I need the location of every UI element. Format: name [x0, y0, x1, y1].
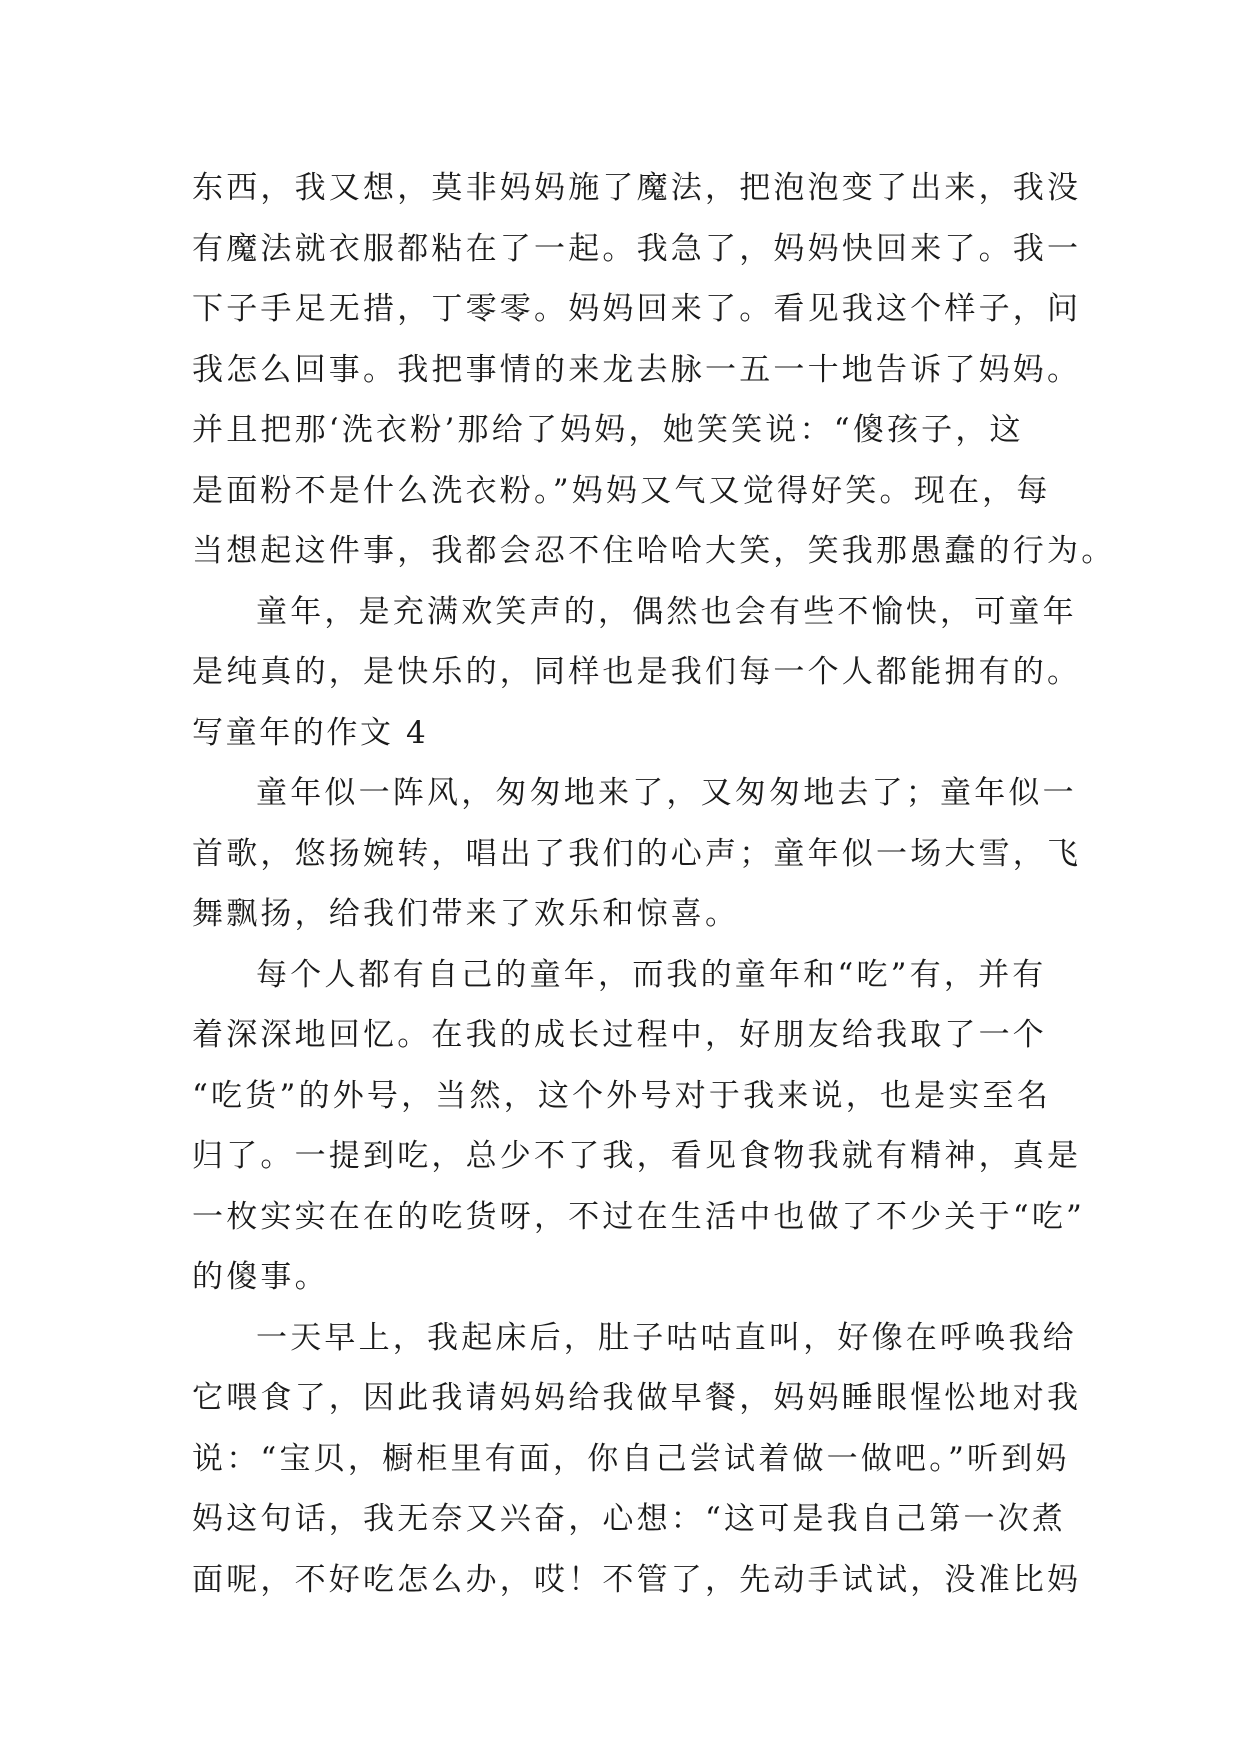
text-line: “吃货”的外号，当然，这个外号对于我来说，也是实至名 — [192, 1077, 1051, 1114]
paragraph-first-line: 童年，是充满欢笑声的，偶然也会有些不愉快，可童年 — [256, 593, 1077, 630]
text-line: 着深深地回忆。在我的成长过程中，好朋友给我取了一个 — [192, 1017, 1047, 1053]
text-line: 东西，我又想，莫非妈妈施了魔法，把泡泡变了出来，我没 — [192, 170, 1082, 206]
paragraph-first-line: 每个人都有自己的童年，而我的童年和“吃”有，并有 — [256, 956, 1047, 993]
text-line: 它喂食了，因此我请妈妈给我做早餐，妈妈睡眼惺忪地对我 — [192, 1380, 1082, 1416]
paragraph-first-line: 童年似一阵风，匆匆地来了，又匆匆地去了；童年似一 — [256, 775, 1077, 811]
text-line: 面呢，不好吃怎么办，哎！不管了，先动手试试，没准比妈 — [192, 1561, 1082, 1598]
text-line: 舞飘扬，给我们带来了欢乐和惊喜。 — [192, 896, 740, 932]
text-line: 当想起这件事，我都会忍不住哈哈大笑，笑我那愚蠢的行为。 — [192, 533, 1116, 569]
text-line: 归了。一提到吃，总少不了我，看见食物我就有精神，真是 — [192, 1138, 1082, 1174]
document-body — [192, 158, 1116, 1610]
text-line: 我怎么回事。我把事情的来龙去脉一五一十地告诉了妈妈。 — [192, 351, 1082, 388]
section-heading: 写童年的作文 4 — [192, 714, 429, 751]
text-line: 一枚实实在在的吃货呀，不过在生活中也做了不少关于“吃” — [192, 1198, 1086, 1235]
text-line: 并且把那‘洗衣粉’那给了妈妈，她笑笑说：“傻孩子，这 — [192, 412, 1024, 448]
text-line: 首歌，悠扬婉转，唱出了我们的心声；童年似一场大雪，飞 — [192, 835, 1082, 872]
text-line: 下子手足无措，丁零零。妈妈回来了。看见我这个样子，问 — [192, 291, 1082, 327]
paragraph-first-line: 一天早上，我起床后，肚子咕咕直叫，好像在呼唤我给 — [256, 1319, 1077, 1356]
text-line: 是纯真的，是快乐的，同样也是我们每一个人都能拥有的。 — [192, 654, 1082, 690]
text-line: 是面粉不是什么洗衣粉。”妈妈又气又觉得好笑。现在，每 — [192, 472, 1051, 509]
text-line: 的傻事。 — [192, 1259, 329, 1295]
text-line: 有魔法就衣服都粘在了一起。我急了，妈妈快回来了。我一 — [192, 230, 1082, 267]
text-line: 说：“宝贝，橱柜里有面，你自己尝试着做一做吧。”听到妈 — [192, 1440, 1070, 1477]
text-line: 妈这句话，我无奈又兴奋，心想：“这可是我自己第一次煮 — [192, 1501, 1067, 1537]
